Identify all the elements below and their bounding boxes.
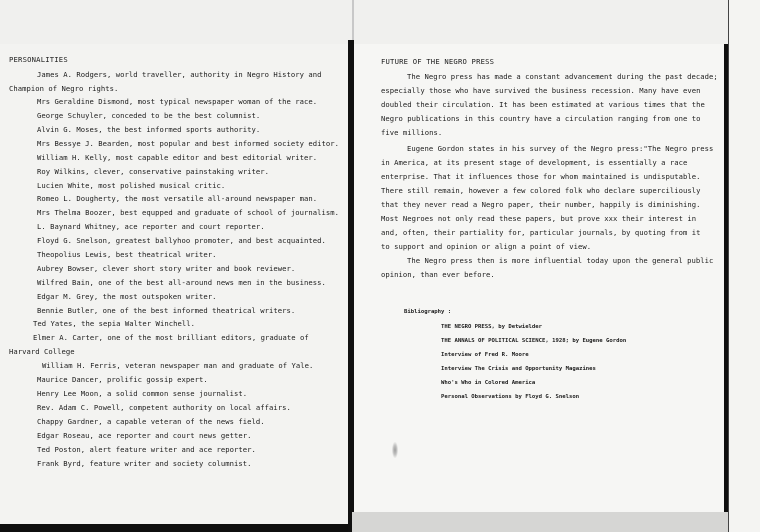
personality-line: Henry Lee Moon, a solid common sense journalist. [37,389,248,398]
bibliography-entry: Who's Who in Colored America [441,380,536,386]
personality-line: Wilfred Bain, one of the best all-around news men in the business. [37,278,326,287]
body-line: Negro publications in this country have a circulation ranging from one to [381,114,701,123]
personality-line: Floyd G. Snelson, greatest ballyhoo promoter, and best acquainted. [37,236,326,245]
personality-line: Frank Byrd, feature writer and society columnist. [37,459,252,468]
personality-line: Rev. Adam C. Powell, competent authority on local affairs. [37,403,291,412]
scan-top-margin [0,0,760,44]
body-line: The Negro press then is more influential today upon the general public [407,256,714,265]
book-gutter [348,40,354,532]
personality-line: William H. Ferris, veteran newspaper man and graduate of Yale. [42,361,314,370]
personality-line: Edgar Roseau, ace reporter and court news getter. [37,431,252,440]
personality-line: Bennie Butler, one of the best informed theatrical writers. [37,306,296,315]
personality-line: Lucien White, most polished musical critic. [37,181,226,190]
bibliography-entry: Interview The Crisis and Opportunity Magazines [441,366,596,372]
scan-bottom-margin [352,512,728,532]
body-line: enterprise. That it influences those for whom maintained is undisputable. [381,172,701,181]
personality-line: Elmer A. Carter, one of the most brilliant editors, graduate of [33,333,309,342]
body-line: especially those who have survived the business recession. Many have even [381,86,701,95]
personality-line: Roy Wilkins, clever, conservative painstaking writer. [37,167,269,176]
personality-line: Alvin G. Moses, the best informed sports authority. [37,125,261,134]
future-heading: FUTURE OF THE NEGRO PRESS [381,57,495,66]
page-fold-line [352,0,354,44]
body-line: in America, at its present stage of development, is essentially a race [381,158,688,167]
personality-line: Chappy Gardner, a capable veteran of the news field. [37,417,265,426]
body-line: Most Negroes not only read these papers, but prove xxx their interest in [381,214,697,223]
personality-line: James A. Rodgers, world traveller, authority in Negro History and [37,70,322,79]
bibliography-label: Bibliography : [404,309,452,315]
personality-line: Mrs Bessye J. Bearden, most popular and best informed society editor. [37,139,340,148]
personality-line: Champion of Negro rights. [9,84,119,93]
bibliography-entry: THE NEGRO PRESS, by Detwielder [441,324,543,330]
bibliography-entry: Interview of Fred R. Moore [441,352,529,358]
personality-line: Edgar M. Grey, the most outspoken writer. [37,292,217,301]
personality-line: Mrs Thelma Boozer, best equpped and graduate of school of journalism. [37,208,340,217]
body-line: There still remain, however a few colored folk who declare superciliously [381,186,701,195]
personality-line: Harvard College [9,347,75,356]
body-line: The Negro press has made a constant advancement during the past decade; [407,72,718,81]
body-line: that they never read a Negro paper, their number, happily is diminishing. [381,200,701,209]
scan-right-margin [728,0,760,532]
personality-line: Ted Yates, the sepia Walter Winchell. [33,319,195,328]
body-line: opinion, than ever before. [381,270,495,279]
body-line: to support and opinion or align a point of view. [381,242,592,251]
body-line: Eugene Gordon states in his survey of the Negro press:"The Negro press [407,144,714,153]
personality-line: Mrs Geraldine Dismond, most typical newspaper woman of the race. [37,97,318,106]
bibliography-entry: Personal Observations by Floyd G. Snelson [441,394,580,400]
personality-line: L. Baynard Whitney, ace reporter and court reporter. [37,222,265,231]
ink-smudge [392,442,398,458]
bibliography-entry: THE ANNALS OF POLITICAL SCIENCE, 1928; by Eugene Gordon [441,338,627,344]
personality-line: Aubrey Bowser, clever short story writer and book reviewer. [37,264,296,273]
body-line: and, often, their partiality for, particular journals, by quoting from it [381,228,701,237]
personality-line: Romeo L. Dougherty, the most versatile all-around newspaper man. [37,194,318,203]
personality-line: George Schuyler, conceded to be the best columnist. [37,111,261,120]
personalities-heading: PERSONALITIES [9,55,68,64]
personality-line: Theopolius Lewis, best theatrical writer. [37,250,217,259]
personality-line: William H. Kelly, most capable editor and best editorial writer. [37,153,318,162]
personality-line: Ted Poston, alert feature writer and ace reporter. [37,445,256,454]
body-line: doubled their circulation. It has been estimated at various times that the [381,100,705,109]
personality-line: Maurice Dancer, prolific gossip expert. [37,375,208,384]
body-line: five millions. [381,128,443,137]
